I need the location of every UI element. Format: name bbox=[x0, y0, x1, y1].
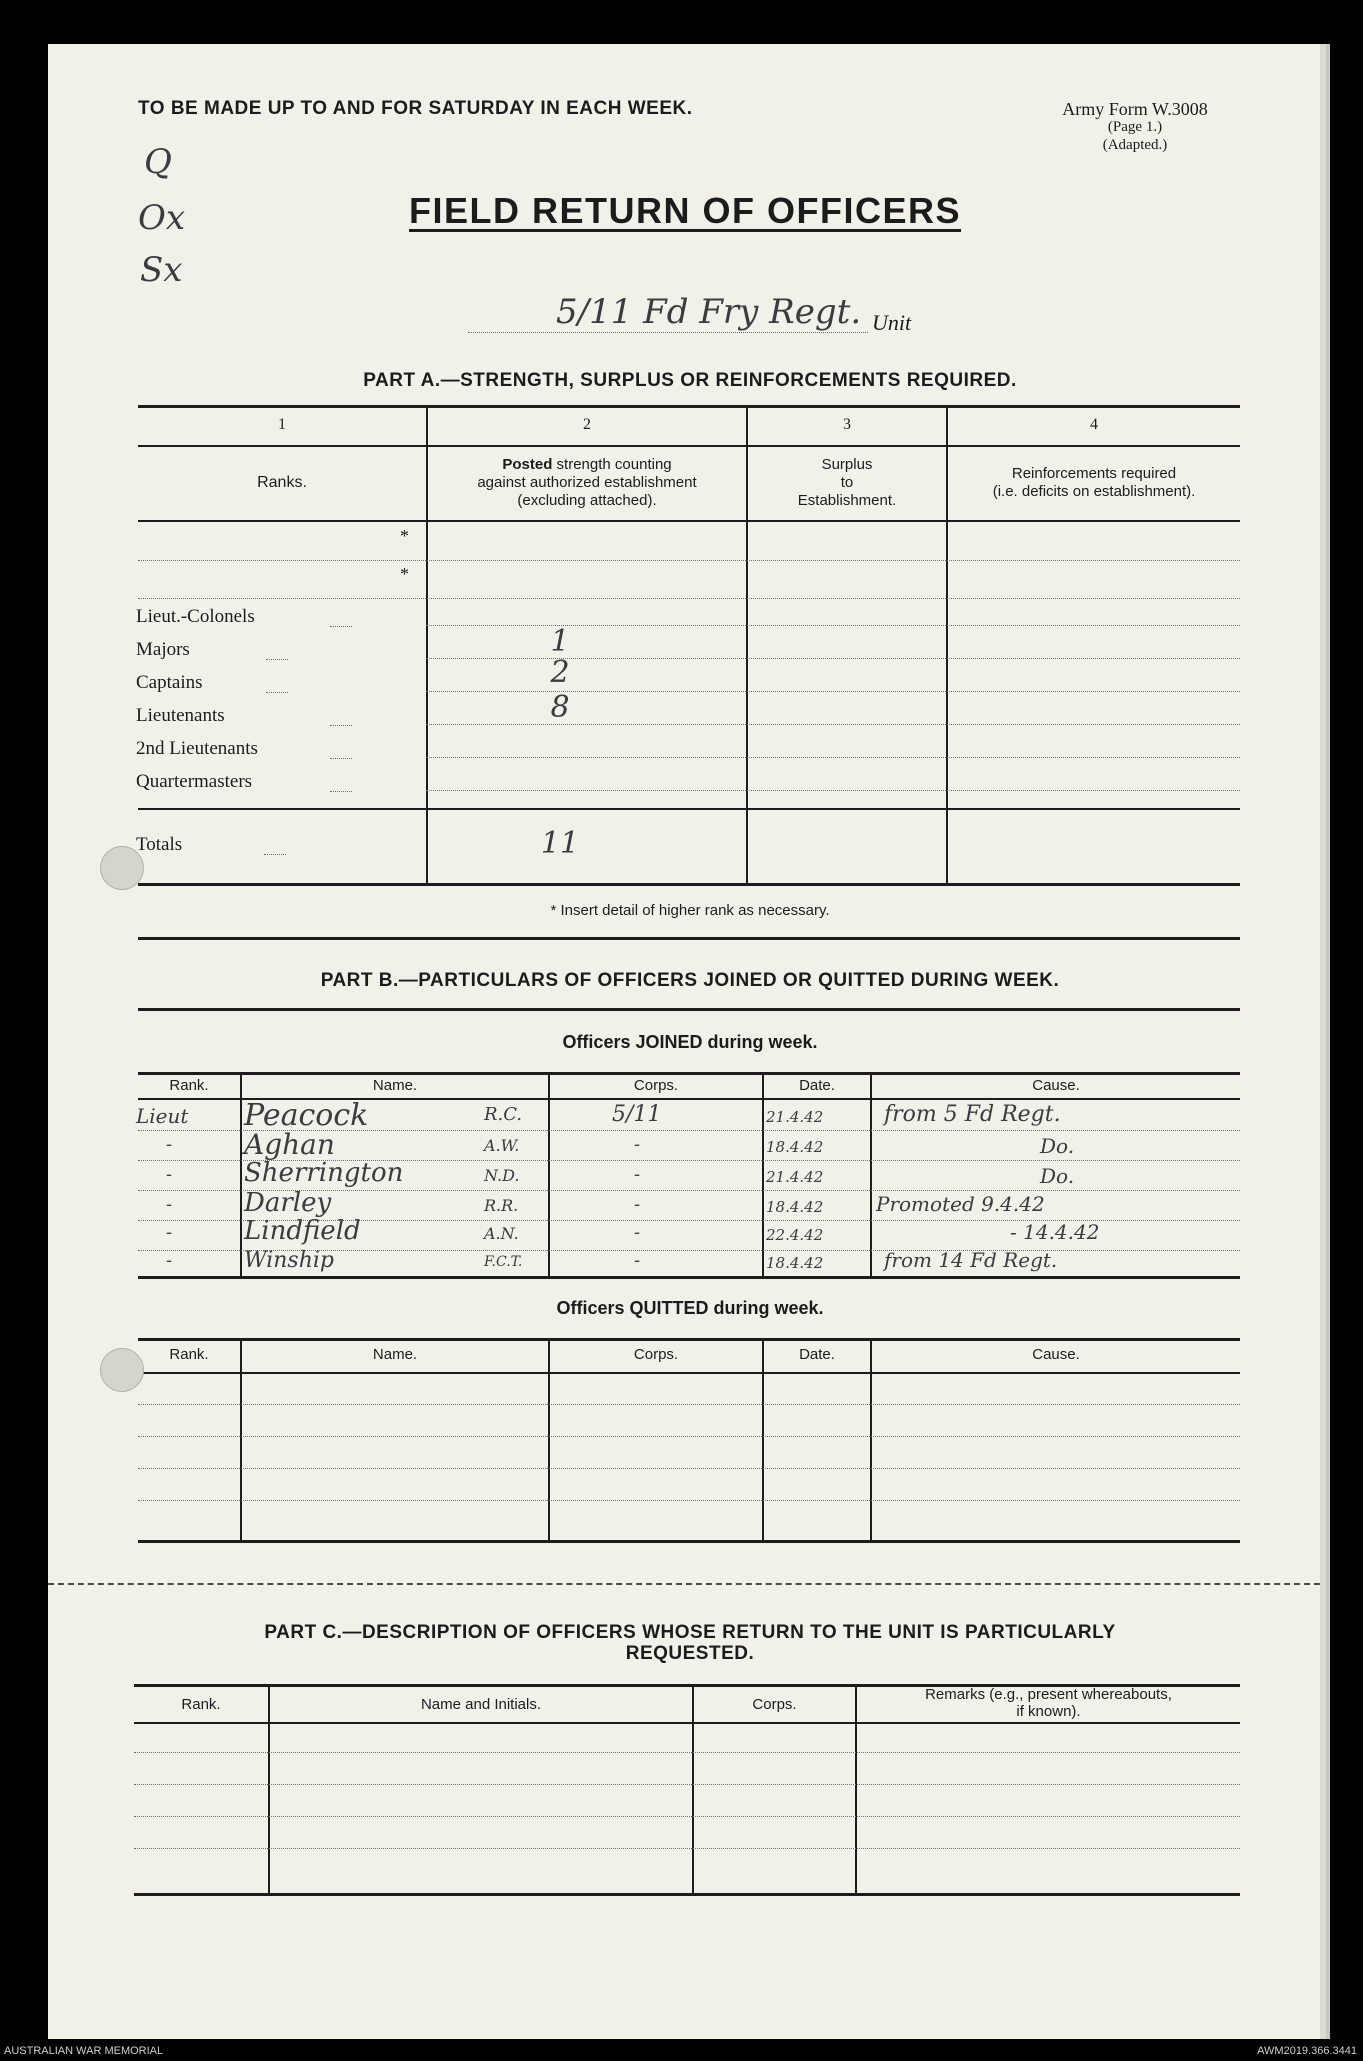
quitted-col-corps: Corps. bbox=[633, 1346, 679, 1363]
part-a-heading: PART A.—STRENGTH, SURPLUS OR REINFORCEMENTS REQUIRED. bbox=[363, 370, 1017, 391]
joined-corps: 5/11 bbox=[612, 1102, 662, 1127]
joined-date: 18.4.42 bbox=[766, 1138, 824, 1156]
joined-date: 18.4.42 bbox=[766, 1254, 824, 1272]
form-page: (Page 1.) bbox=[1107, 119, 1163, 135]
star-marker-2: * bbox=[400, 564, 409, 584]
joined-name: Aghan bbox=[244, 1128, 335, 1161]
margin-mark-1: Q bbox=[144, 142, 172, 182]
posted-captains: 2 bbox=[550, 655, 570, 690]
joined-rank: - bbox=[166, 1164, 173, 1185]
part-c-col-corps: Corps. bbox=[752, 1696, 797, 1713]
col-posted-header: Posted strength counting against authorized establishment (excluding attached). bbox=[477, 456, 697, 509]
punch-hole-bottom bbox=[100, 1348, 144, 1392]
part-c-heading: PART C.—DESCRIPTION OF OFFICERS WHOSE RETURN TO THE UNIT IS PARTICULARLY REQUESTED. bbox=[264, 1622, 1116, 1664]
col-number-2: 2 bbox=[583, 416, 591, 433]
col-number-3: 3 bbox=[843, 416, 851, 433]
joined-cause: Do. bbox=[1040, 1164, 1075, 1188]
rank-label-lieut-colonels: Lieut.-Colonels bbox=[136, 606, 255, 627]
quitted-col-date: Date. bbox=[799, 1346, 835, 1363]
form-identifier bbox=[1015, 100, 1255, 154]
joined-date: 21.4.42 bbox=[766, 1108, 824, 1126]
joined-rank: - bbox=[166, 1222, 173, 1243]
form-name: Army Form W.3008 bbox=[1062, 99, 1208, 119]
joined-rank: - bbox=[166, 1134, 173, 1155]
joined-initials: F.C.T. bbox=[484, 1254, 523, 1270]
joined-corps: - bbox=[634, 1250, 641, 1271]
joined-name: Peacock bbox=[244, 1098, 369, 1133]
joined-cause: Promoted 9.4.42 bbox=[876, 1192, 1045, 1216]
joined-name: Lindfield bbox=[244, 1216, 361, 1246]
joined-name: Winship bbox=[244, 1248, 335, 1273]
joined-cause: from 14 Fd Regt. bbox=[884, 1248, 1058, 1272]
rank-label-captains: Captains bbox=[136, 672, 203, 693]
totals-label: Totals bbox=[136, 834, 183, 855]
col-reinforcements-header: Reinforcements required (i.e. deficits on establishment). bbox=[992, 465, 1196, 500]
unit-value: 5/11 Fd Fry Regt. bbox=[556, 292, 862, 332]
joined-name: Darley bbox=[244, 1188, 332, 1218]
joined-rank: - bbox=[166, 1250, 173, 1271]
instruction-text: TO BE MADE UP TO AND FOR SATURDAY IN EACH WEEK. bbox=[138, 98, 693, 119]
quitted-col-cause: Cause. bbox=[1032, 1346, 1080, 1363]
posted-lieutenants: 8 bbox=[550, 690, 570, 725]
joined-initials: N.D. bbox=[484, 1166, 520, 1185]
joined-name: Sherrington bbox=[244, 1158, 404, 1188]
joined-corps: - bbox=[634, 1134, 641, 1155]
rank-label-2nd-lieutenants: 2nd Lieutenants bbox=[136, 738, 258, 759]
part-c-col-name: Name and Initials. bbox=[420, 1696, 542, 1713]
star-marker-1: * bbox=[400, 526, 409, 546]
joined-cause: Do. bbox=[1040, 1134, 1075, 1158]
part-c-col-rank: Rank. bbox=[181, 1696, 221, 1713]
quitted-col-rank: Rank. bbox=[169, 1346, 209, 1363]
joined-date: 21.4.42 bbox=[766, 1168, 824, 1186]
margin-mark-3: Sx bbox=[140, 250, 183, 290]
punch-hole-top bbox=[100, 846, 144, 890]
col-surplus-header: Surplus to Establishment. bbox=[797, 456, 897, 509]
joined-initials: A.N. bbox=[484, 1224, 519, 1243]
col-ranks-header: Ranks. bbox=[257, 474, 307, 491]
col-number-1: 1 bbox=[278, 416, 286, 433]
joined-initials: R.C. bbox=[484, 1104, 523, 1125]
rank-label-majors: Majors bbox=[136, 639, 190, 660]
unit-label: Unit bbox=[872, 310, 912, 335]
archive-credit: AUSTRALIAN WAR MEMORIAL bbox=[4, 2045, 164, 2057]
page-title: FIELD RETURN OF OFFICERS bbox=[409, 190, 961, 231]
margin-mark-2: Ox bbox=[138, 198, 186, 238]
joined-initials: R.R. bbox=[484, 1196, 519, 1215]
joined-col-corps: Corps. bbox=[633, 1077, 679, 1094]
perforation-line bbox=[48, 1583, 1320, 1585]
joined-col-cause: Cause. bbox=[1032, 1077, 1080, 1094]
form-adapted: (Adapted.) bbox=[1102, 137, 1168, 153]
joined-rank: - bbox=[166, 1194, 173, 1215]
archive-id: AWM2019.366.3441 bbox=[1257, 2045, 1357, 2057]
joined-corps: - bbox=[634, 1164, 641, 1185]
joined-col-name: Name. bbox=[372, 1077, 418, 1094]
joined-corps: - bbox=[634, 1194, 641, 1215]
col-number-4: 4 bbox=[1090, 416, 1098, 433]
joined-date: 18.4.42 bbox=[766, 1198, 824, 1216]
posted-majors: 1 bbox=[550, 624, 570, 659]
joined-subheading: Officers JOINED during week. bbox=[562, 1032, 818, 1052]
part-b-heading: PART B.—PARTICULARS OF OFFICERS JOINED OR QUITTED DURING WEEK. bbox=[320, 970, 1060, 991]
totals-value: 11 bbox=[540, 826, 580, 861]
joined-col-rank: Rank. bbox=[169, 1077, 209, 1094]
joined-initials: A.W. bbox=[484, 1136, 520, 1155]
quitted-col-name: Name. bbox=[372, 1346, 418, 1363]
rank-label-quartermasters: Quartermasters bbox=[136, 771, 253, 792]
part-a-footnote: * Insert detail of higher rank as necessary. bbox=[550, 902, 830, 919]
joined-cause: from 5 Fd Regt. bbox=[884, 1102, 1061, 1127]
joined-corps: - bbox=[634, 1222, 641, 1243]
part-c-col-remarks: Remarks (e.g., present whereabouts, if known). bbox=[925, 1686, 1172, 1720]
joined-date: 22.4.42 bbox=[766, 1226, 824, 1244]
rank-label-lieutenants: Lieutenants bbox=[136, 705, 225, 726]
quitted-subheading: Officers QUITTED during week. bbox=[556, 1298, 824, 1318]
joined-col-date: Date. bbox=[799, 1077, 835, 1094]
joined-rank: Lieut bbox=[136, 1104, 189, 1128]
joined-cause: - 14.4.42 bbox=[1010, 1220, 1100, 1244]
